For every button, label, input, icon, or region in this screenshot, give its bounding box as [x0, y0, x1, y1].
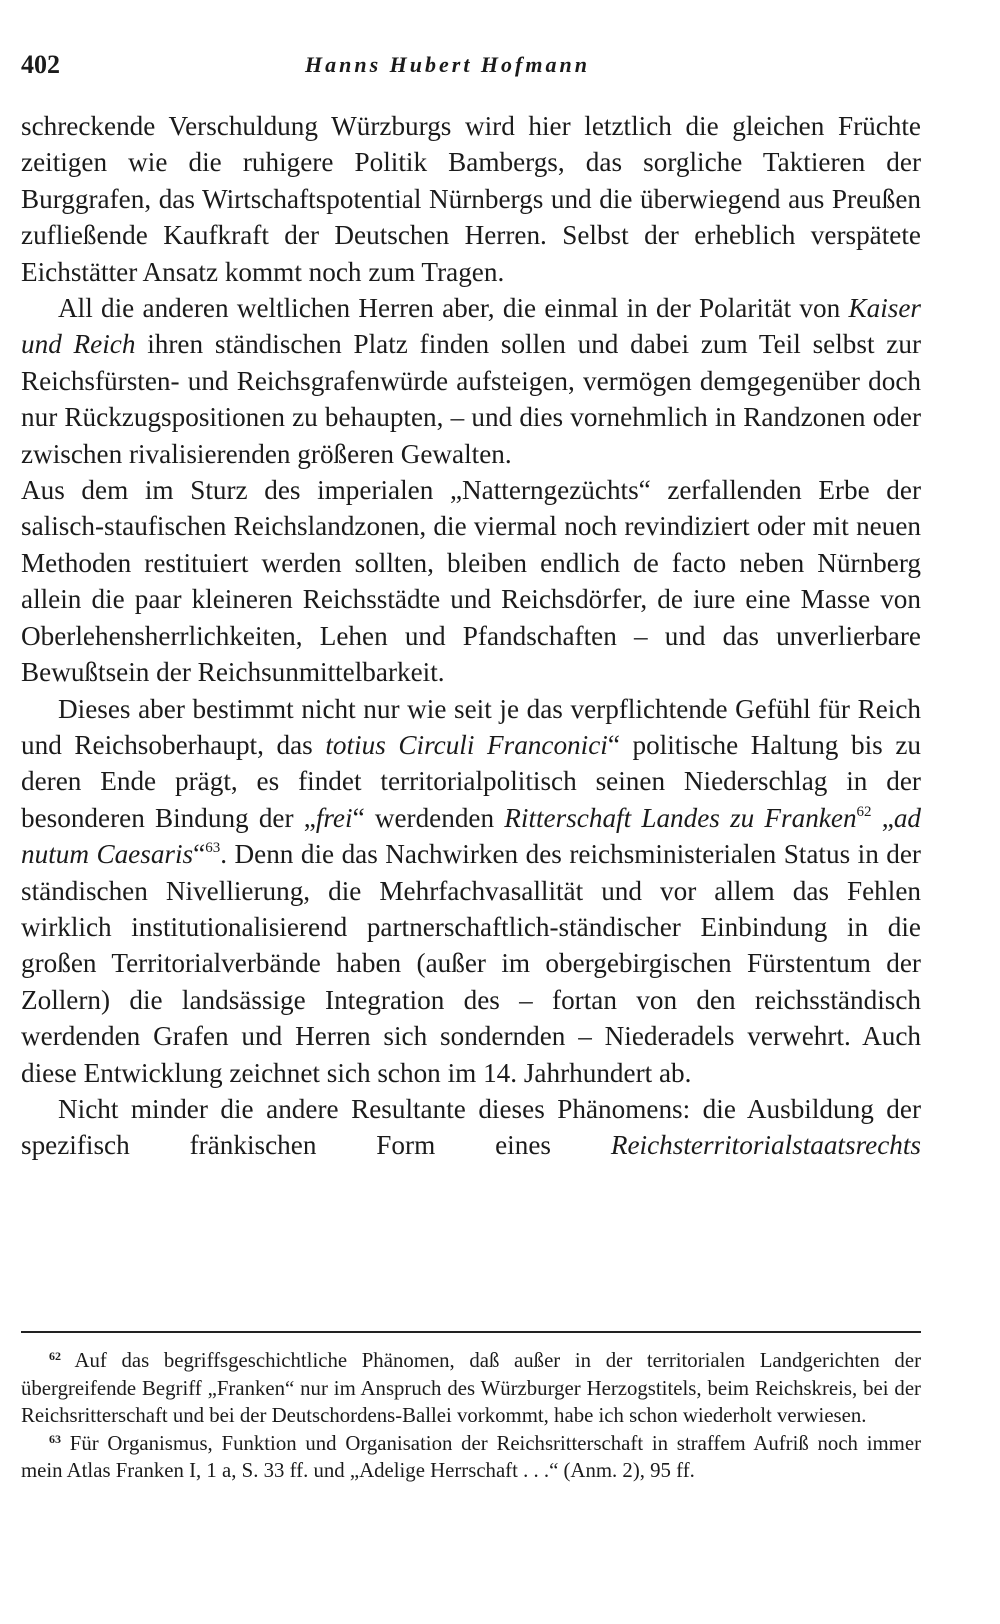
running-head: Hanns Hubert Hofmann [305, 52, 590, 77]
paragraph-2-text-b: ihren ständischen Platz finden sollen und dabei zum Teil selbst zur Reichsfürsten- und Reichsgrafenwürde aufsteigen, vermögen demgegenüber doch nur Rückzugspositionen zu behaupten, – und dies vornehmlich in Randzonen oder zwischen rivalisierenden größeren Gewalten. [21, 329, 921, 469]
paragraph-5 [21, 1091, 921, 1164]
paragraph-4-italic-4: ad nutum Caesaris [21, 802, 921, 870]
footnote-63 [21, 1430, 921, 1485]
footnote-mark: 63 [49, 1431, 61, 1446]
paragraph-4-text-e: “ [193, 839, 206, 870]
paragraph-4-italic-1: totius Circuli Franconici [325, 729, 608, 760]
paragraph-3-text: Aus dem im Sturz des imperialen „Natterngezüchts“ zerfallenden Erbe der salisch-staufischen Reichslandzonen, die viermal noch revindiziert oder mit neuen Methoden restituiert werden sollten, bleiben endlich de facto neben Nürnberg allein die paar kleineren Reichsstädte und Reichsdörfer, de iure eine Masse von Oberlehensherrlichkeiten, Lehen und Pfandschaften – und das unverlierbare Bewußtsein der Reichsunmittelbarkeit. [21, 475, 921, 688]
footnotes [21, 1347, 921, 1485]
footnote-text: Für Organismus, Funktion und Organisation der Reichsritterschaft in straffem Aufriß noch immer mein Atlas Franken I, 1 a, S. 33 ff. und „Adelige Herrschaft . . .“ (Anm. 2), 95 ff. [21, 1431, 921, 1482]
footnote-text: Auf das begriffsgeschichtliche Phänomen, daß außer in der territorialen Landgerichten der übergreifende Begriff „Franken“ nur im Anspruch des Würzburger Herzogstitels, beim Reichskreis, bei der Reichsritterschaft und bei der Deutschordens-Ballei vorkommt, habe ich schon wiederholt verwiesen. [21, 1349, 921, 1427]
paragraph-2-text-a: All die anderen weltlichen Herren aber, die einmal in der Polarität von [58, 293, 849, 324]
footnote-62 [21, 1347, 921, 1430]
footnote-mark: 62 [49, 1349, 61, 1363]
paragraph-4-text-d: „ [871, 802, 894, 833]
paragraph-5-text: Nicht minder die andere Resultante dieses Phänomens: die Ausbildung der spezifisch fränkischen Form eines [21, 1093, 921, 1161]
paragraph-1 [21, 108, 921, 290]
paragraph-4-text-c: “ werdenden [352, 802, 505, 833]
page-header [21, 50, 921, 84]
paragraph-2-italic: Kaiser und Reich [21, 293, 921, 360]
paragraph-5-italic: Reichsterritorialstaatsrechts [610, 1130, 921, 1161]
paragraph-4-text-a: Dieses aber bestimmt nicht nur wie seit je das verpflichtende Gefühl für Reich und Reichsoberhaupt, das [21, 693, 921, 760]
paragraph-1-text: schreckende Verschuldung Würzburgs wird hier letztlich die gleichen Früchte zeitigen wie die ruhigere Politik Bambergs, das sorgliche Taktieren der Burggrafen, das Wirtschaftspotential Nürnbergs und die überwiegend aus Preußen zufließende Kaufkraft der Deutschen Herren. Selbst der erheblich verspätete Eichstätter Ansatz kommt noch zum Tragen. [21, 111, 921, 287]
paragraph-4-italic-3: Ritterschaft Landes zu Franken [504, 802, 857, 833]
footnote-divider [21, 1331, 921, 1333]
paragraph-4-italic-2: frei [315, 802, 353, 833]
footnote-ref-63[interactable]: 63 [205, 840, 221, 857]
body-text [21, 108, 921, 1164]
page-number: 402 [21, 50, 60, 79]
paragraph-4-text-f: . Denn die das Nachwirken des reichsministerialen Status in der ständischen Nivellierung, die Mehrfachvasallität und vor allem das Fehlen wirklich institutionalisierend partnerschaftlich-ständischer Einbindung in die großen Territorialverbände haben (außer im obergebirgischen Fürstentum der Zollern) die landsässige Integration des – fortan von den reichsständisch werdenden Grafen und Herren sich sondernden – Niederadels verwehrt. Auch diese Entwicklung zeichnet sich schon im 14. Jahrhundert ab. [21, 839, 921, 1088]
paragraph-4-text-b: “ politische Haltung bis zu deren Ende prägt, es findet territorialpolitisch seinen Niederschlag in der besonderen Bindung der „ [21, 729, 921, 833]
paragraph-2 [21, 290, 921, 472]
paragraph-4 [21, 691, 921, 1091]
footnote-ref-62[interactable]: 62 [856, 803, 872, 820]
paragraph-3 [21, 472, 921, 690]
